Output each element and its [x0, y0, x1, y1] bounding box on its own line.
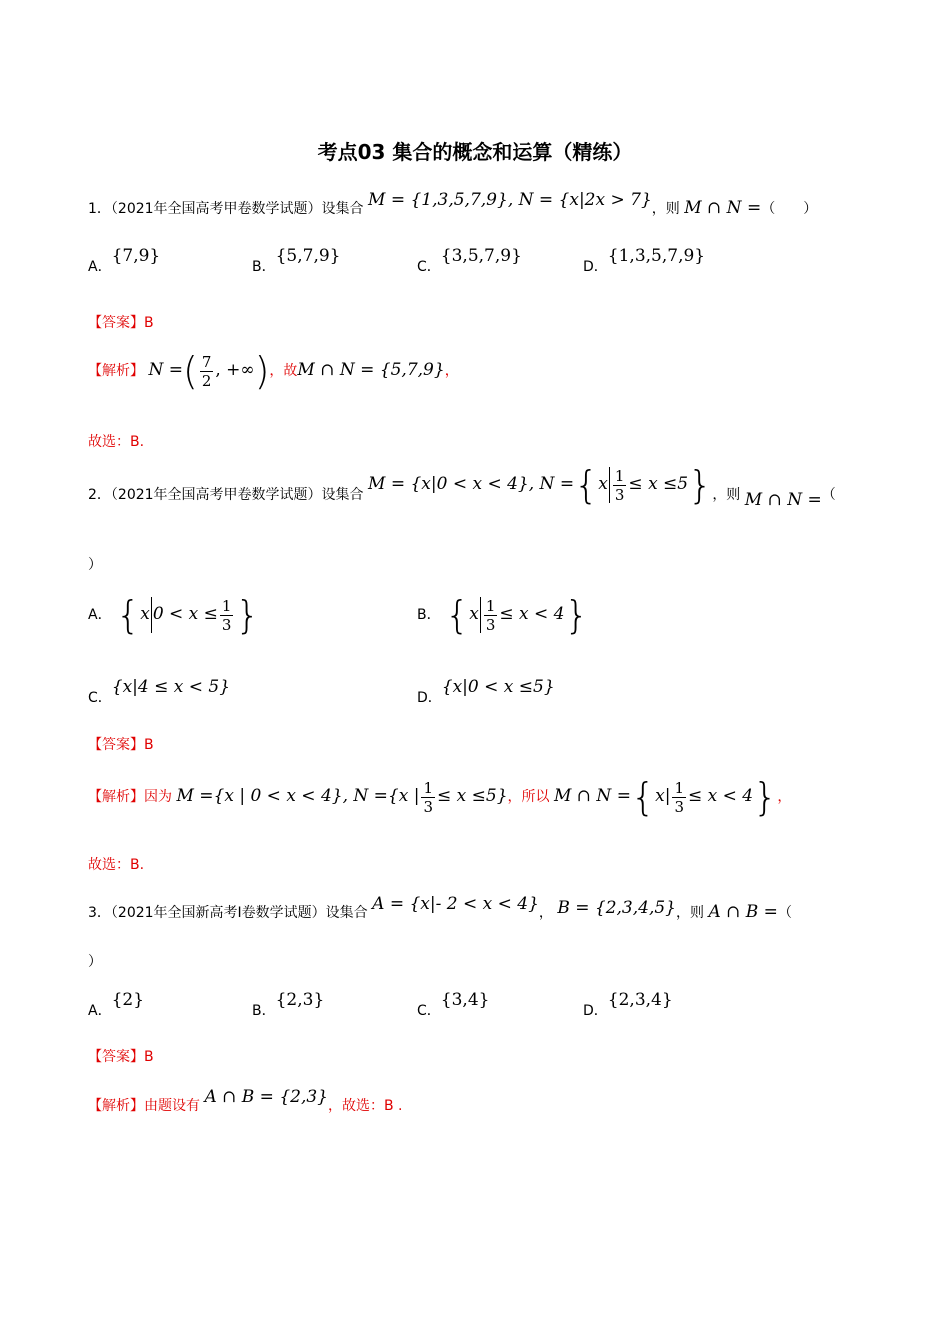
explain-end: ， — [444, 363, 459, 379]
tail-text: ，则 — [676, 905, 704, 921]
question-number: 2． — [88, 487, 111, 503]
fraction: $\frac{1}{3}$ — [674, 778, 685, 816]
option-b — [252, 990, 325, 1020]
answer-1 — [88, 313, 154, 333]
explain-m: M ={x | 0 < x < 4}, N ={x | — [176, 786, 420, 806]
question-ask: M ∩ N = — [744, 490, 822, 510]
tail-text: ，则 — [651, 201, 680, 217]
paren-open: （ — [821, 487, 836, 503]
set-b: B = {2,3,4,5} — [557, 898, 676, 918]
explain-end: ， — [777, 789, 792, 805]
fraction: $\frac{7}{2}$ — [201, 352, 212, 390]
question-3-paren-close: ） — [88, 954, 102, 970]
option-value: {2,3,4} — [607, 990, 673, 1010]
question-number: 3． — [88, 905, 111, 921]
option-value: {2,3} — [275, 990, 325, 1010]
fraction: $\frac{1}{3}$ — [485, 596, 496, 634]
option-d — [583, 990, 673, 1020]
explain-result: A ∩ B = {2,3} — [204, 1087, 328, 1107]
explain-text: 由题设有 — [144, 1098, 200, 1114]
answer-2 — [88, 735, 154, 755]
option-label: C． — [88, 690, 112, 706]
option-value: {3,4} — [440, 990, 490, 1010]
question-paren: （ ） — [761, 201, 818, 217]
option-value: {5,7,9} — [275, 246, 341, 266]
answer-3 — [88, 1047, 154, 1067]
set-m: M = {1,3,5,7,9} — [368, 190, 508, 210]
option-x: x — [469, 604, 479, 624]
page-title: 考点03 集合的概念和运算（精练） — [317, 140, 633, 164]
option-label: D． — [583, 1003, 608, 1019]
option-label: D． — [417, 690, 442, 706]
explain-label: 【解析】 — [88, 1098, 144, 1114]
explain-so: ，所以 — [507, 789, 550, 805]
option-c — [417, 990, 490, 1020]
question-number: 1． — [88, 201, 111, 217]
answer-label: 【答案】 — [88, 315, 144, 331]
option-value: {2} — [111, 990, 145, 1010]
option-post: ≤ x < 4 — [499, 604, 565, 624]
fraction: $\frac{1}{3}$ — [614, 466, 625, 504]
explain-n-post: ≤ x ≤5} — [437, 786, 508, 806]
answer-value: B — [144, 315, 154, 331]
set-n-x: x — [598, 474, 608, 494]
option-label: D． — [583, 259, 608, 275]
option-label: A． — [88, 1003, 112, 1019]
explain-because: 因为 — [144, 789, 172, 805]
question-source: （2021年全国高考甲卷数学试题）设集合 — [110, 487, 364, 503]
option-c — [417, 246, 522, 276]
option-value: {x|0 < x ≤5} — [441, 677, 555, 697]
explain-end: ，故选：B . — [328, 1098, 403, 1114]
question-source: （2021年全国高考甲卷数学试题）设集合 — [110, 201, 364, 217]
explain-inf: , +∞ — [215, 360, 255, 380]
explain-result: M ∩ N = {5,7,9} — [297, 360, 445, 380]
option-mid: 0 < x ≤ — [152, 604, 218, 624]
question-ask: M ∩ N = — [684, 198, 762, 218]
option-value: {7,9} — [111, 246, 161, 266]
option-b: B． {x $\frac{1}{3}$ ≤ x < 4} — [417, 593, 589, 637]
answer-label: 【答案】 — [88, 1049, 144, 1065]
option-label: A． — [88, 607, 112, 623]
option-d — [417, 677, 555, 707]
answer-value: B — [144, 737, 154, 753]
set-n: , N = — [528, 474, 575, 494]
explanation-1: 【解析】 N =( $\frac{7}{2}$ , +∞)，故M ∩ N = {5,7,9}， — [88, 349, 459, 393]
answer-label: 【答案】 — [88, 737, 144, 753]
set-a: A = {x|- 2 < x < 4} — [372, 894, 539, 914]
fraction: $\frac{1}{3}$ — [423, 778, 433, 816]
explain-mid: ，故 — [269, 363, 298, 379]
option-c — [88, 677, 231, 707]
paren-open: （ — [777, 905, 792, 921]
option-x: x — [140, 604, 150, 624]
option-label: B． — [252, 259, 276, 275]
option-label: A． — [88, 259, 112, 275]
choice-1: 故选：B. — [88, 434, 145, 450]
option-value: {x|4 ≤ x < 5} — [111, 677, 231, 697]
explain-label: 【解析】 — [88, 363, 144, 379]
question-1 — [88, 190, 818, 219]
option-a — [88, 990, 145, 1020]
explanation-3 — [88, 1087, 403, 1116]
fraction: $\frac{1}{3}$ — [221, 596, 232, 634]
option-d — [583, 246, 706, 276]
option-label: C． — [417, 259, 441, 275]
explain-n: N = — [148, 360, 183, 380]
tail-text: ，则 — [712, 487, 741, 503]
option-label: B． — [252, 1003, 276, 1019]
set-n-post: ≤ x ≤5 — [628, 474, 689, 494]
question-source: （2021年全国新高考Ⅰ卷数学试题）设集合 — [110, 905, 368, 921]
explain-label: 【解析】 — [88, 789, 144, 805]
option-value: {1,3,5,7,9} — [607, 246, 706, 266]
option-value: {3,5,7,9} — [440, 246, 522, 266]
option-label: C． — [417, 1003, 441, 1019]
question-ask: A ∩ B = — [708, 902, 778, 922]
option-a: A． {x 0 < x ≤ $\frac{1}{3}$ } — [88, 593, 260, 637]
option-b — [252, 246, 341, 276]
explain-result-post: ≤ x < 4 — [688, 786, 754, 806]
set-n: , N = {x|2x > 7} — [507, 190, 652, 210]
explain-result-x: x| — [655, 786, 671, 806]
question-2: 2．（2021年全国高考甲卷数学试题）设集合 M = {x|0 < x < 4}, N ={x $\frac{1}{3}$ ≤ x ≤5}，则 M ∩ N =（ — [88, 463, 836, 510]
question-3 — [88, 894, 792, 923]
choice-2: 故选：B. — [88, 857, 145, 873]
answer-value: B — [144, 1049, 154, 1065]
explain-result-pre: M ∩ N = — [553, 786, 631, 806]
option-label: B． — [417, 607, 441, 623]
question-2-paren-close: ） — [88, 557, 102, 573]
set-m: M = {x|0 < x < 4} — [368, 474, 529, 494]
option-a — [88, 246, 161, 276]
separator: ， — [538, 905, 553, 921]
explanation-2: 【解析】因为 M ={x | 0 < x < 4}, N ={x | $\frac{1}{3}$ ≤ x ≤5}，所以 M ∩ N ={x| $\frac{1}{3}$ ≤ x < 4}， — [88, 775, 792, 819]
